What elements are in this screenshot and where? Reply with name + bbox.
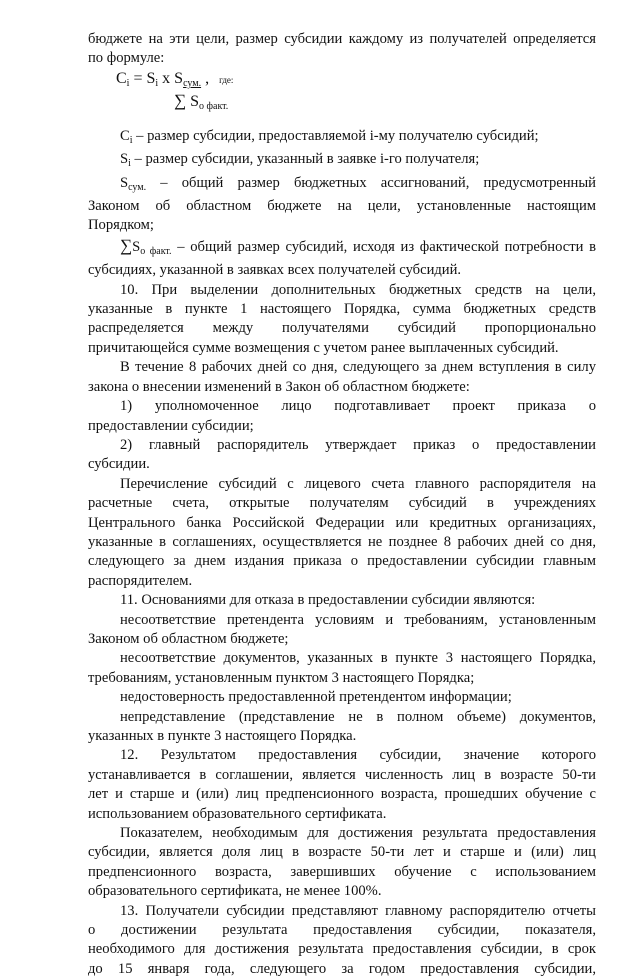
paragraph-10: 10. При выделении дополнительных бюджетных средств на цели, [120,281,596,298]
paragraph-line: Законом об областном бюджете на цели, установленные настоящим [88,198,596,215]
definition-sfact: $\sum S_{о факт.}$ – общий размер субсидий, исходя из фактической потребности в [120,235,597,257]
paragraph-line: распорядителем. [88,572,193,589]
paragraph-transfer: Перечисление субсидий с лицевого счета главного распорядителя на [120,475,596,492]
paragraph-13: 13. Получатели субсидии представляют главному распорядителю отчеты [120,902,596,919]
paragraph-line: Законом об областном бюджете; [88,630,289,647]
paragraph-line: предоставлении субсидии; [88,417,254,434]
paragraph-line: предпенсионного возраста, завершивших обучение с использованием [88,863,596,880]
paragraph-line: лет и старше и (или) лиц предпенсионного возраста, прошедших обучение с [88,786,596,803]
paragraph-line: субсидии. [88,456,150,473]
paragraph-line: использованием образовательного сертификата. [88,805,387,822]
paragraph-line: до 15 января года, следующего за годом предоставления субсидии, [88,960,596,977]
paragraph-item-2: 2) главный распорядитель утверждает приказ о предоставлении [120,436,596,453]
paragraph-line: Центрального банка Российской Федерации или кредитных организациях, [88,514,596,531]
paragraph-line: по формуле: [88,50,165,67]
paragraph-11-d: непредставление (представление не в полном объеме) документов, [120,708,596,725]
paragraph-line: требованиям, установленным пунктом 3 настоящего Порядка; [88,669,475,686]
definition-si: $S_i$ – размер субсидии, указанный в заявке i-го получателя; [120,151,480,170]
paragraph-11: 11. Основаниями для отказа в предоставлении субсидии являются: [120,592,536,609]
paragraph-line: бюджете на эти цели, размер субсидии каждому из получателей определяется [88,31,596,47]
formula-denominator: ∑ $S_{о факт.}$ [174,90,229,112]
paragraph-11-c: недостоверность предоставленной претендентом информации; [120,689,512,706]
paragraph-line: указанных в пункте 3 настоящего Порядка. [88,728,357,744]
paragraph-item-1: 1) уполномоченное лицо подготавливает проект приказа о [120,398,596,415]
paragraph-line: причитающейся сумме возмещения с учетом ранее выплаченных субсидий. [88,339,559,356]
paragraph-line: указанные в соглашениях, осуществляется не позднее 8 рабочих дней со дня, [88,533,596,550]
paragraph-line: устанавливается в соглашении, является численность лиц в возрасте 50-ти [88,766,596,783]
paragraph-line: образовательного сертификата, не менее 100%. [88,883,382,900]
paragraph-line: Порядком; [88,217,154,234]
sigma-symbol: ∑ [174,90,187,110]
paragraph-12: 12. Результатом предоставления субсидии, значение которого [120,747,596,764]
definition-ci: $C_i$ – размер субсидии, предоставляемой i-му получателю субсидий; [120,127,539,146]
document-body [88,30,596,979]
paragraph-line: субсидиях, указанной в заявках всех получателей субсидий. [88,262,462,279]
subsidy-formula [116,69,596,127]
paragraph-line: необходимого для достижения результата предоставления субсидии, в срок [88,941,596,958]
definition-ssum: $S_{сум.}$ – общий размер бюджетных ассигнований, предусмотренный [120,174,596,193]
formula-numerator: Ci = Si x Sсум. , где: [116,69,234,89]
paragraph-term: В течение 8 рабочих дней со дня, следующего за днем вступления в силу [120,359,596,376]
paragraph-line: указанные в пункте 1 настоящего Порядка, сумма бюджетных средств [88,301,596,318]
paragraph-line: распределяется между получателями субсидий пропорционально [88,320,596,337]
paragraph-indicator: Показателем, необходимым для достижения результата предоставления [120,825,596,842]
paragraph-11-b: несоответствие документов, указанных в пункте 3 настоящего Порядка, [120,650,596,667]
paragraph-line: о достижении результата предоставления субсидии, показателя, [88,922,596,939]
paragraph-line: закона о внесении изменений в Закон об областном бюджете: [88,378,470,395]
sigma-symbol: ∑ [120,235,133,255]
paragraph-line: расчетные счета, открытые получателям субсидий в учреждениях [88,495,596,512]
paragraph-11-a: несоответствие претендента условиям и требованиям, установленным [120,611,596,628]
paragraph-line: следующего за днем издания приказа о предоставлении субсидии главным [88,553,596,570]
paragraph-line: субсидии, является доля лиц в возрасте 50-ти лет и старше и (или) лиц [88,844,596,861]
